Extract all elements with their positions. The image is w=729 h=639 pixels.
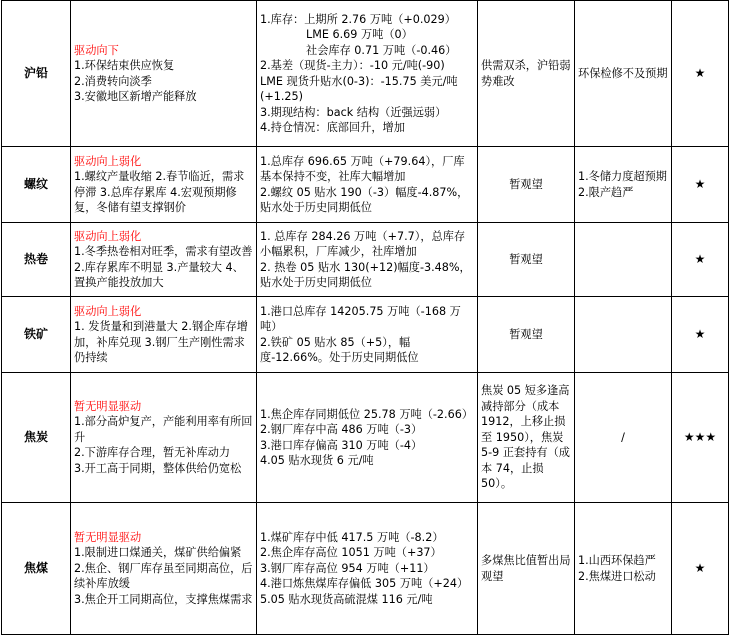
driver-line: 3.焦企开工同期高位，支撑焦煤需求 (74, 592, 253, 606)
commodity-name: 螺纹 (2, 147, 71, 223)
rating-stars: ★ (672, 297, 729, 373)
data-line: 4.05 贴水现货 6 元/吨 (260, 454, 374, 467)
driver-line: 1.螺纹产量收缩 2.春节临近，需求停滞 3.总库存累库 4.宏观预期修复，冬储有望支撑钢价 (74, 170, 245, 214)
data-line: 5.05 贴水现货高硫混煤 116 元/吨 (260, 592, 433, 606)
table-row (2, 373, 729, 503)
driver-line: 2.下游库存合理，暂无补库动力 (74, 446, 231, 460)
rating-stars: ★ (672, 503, 729, 635)
risk-cell: 环保检修不及预期 (575, 1, 672, 147)
risk-line: 2.焦煤进口松动 (578, 569, 656, 583)
risk-cell (575, 223, 672, 297)
driver-line: 1.冬季热卷相对旺季，需求有望改善 2.库存累库不明显 3.产量较大 4、置换产能投放加大 (74, 245, 253, 289)
data-line: 2.铁矿 05 贴水 85（+5），幅度-12.66%。处于历史同期低位 (260, 335, 419, 364)
data-line: 1.库存：上期所 2.76 万吨（+0.029） (260, 12, 456, 26)
data-line: 4.港口炼焦煤库存偏低 305 万吨（+24） (260, 577, 469, 591)
data-line: 2.螺纹 05 贴水 190（-3）幅度-4.87%，贴水处于历史同期低位 (260, 185, 469, 214)
driver-line: 2.消费转向淡季 (74, 74, 152, 88)
view-cell: 暂观望 (478, 147, 575, 223)
table-row (2, 147, 729, 223)
driver-cell (71, 373, 257, 503)
table-row (2, 223, 729, 297)
data-line: 1.煤矿库存中低 417.5 万吨（-8.2） (260, 530, 444, 544)
driver-cell (71, 503, 257, 635)
commodity-name: 沪铅 (2, 1, 71, 147)
data-line: 2.基差（现货-主力）：-10 元/吨(-90) (260, 59, 445, 72)
driver-title: 驱动向上弱化 (74, 154, 142, 168)
data-line: LME 现货升贴水(0-3)：-15.75 美元/吨(+1.25) (260, 74, 458, 103)
driver-title: 驱动向下 (74, 43, 119, 57)
risk-cell: / (575, 373, 672, 503)
data-line: 1. 总库存 284.26 万吨（+7.7），总库存小幅累积，厂库减少，社库增加 (260, 229, 466, 258)
driver-line: 1.部分高炉复产，产能利用率有所回升 (74, 415, 253, 444)
risk-line: 1.山西环保趋严 (578, 554, 656, 567)
data-line: LME 6.69 万吨（0） (306, 28, 413, 41)
data-cell (257, 147, 478, 223)
driver-title: 驱动向上弱化 (74, 304, 142, 318)
driver-line: 1.环保结束供应恢复 (74, 59, 175, 72)
rating-stars: ★ (672, 223, 729, 297)
risk-cell (575, 297, 672, 373)
driver-line: 3.安徽地区新增产能释放 (74, 90, 197, 103)
data-cell (257, 223, 478, 297)
risk-cell (575, 147, 672, 223)
commodity-name: 铁矿 (2, 297, 71, 373)
table-row (2, 297, 729, 373)
data-line: 3.期现结构：back 结构（近强远弱） (260, 105, 447, 119)
driver-line: 1. 发货量和到港量大 2.钢企库存增加，补库兑现 3.钢厂生产刚性需求仍持续 (74, 320, 248, 364)
rating-stars: ★ (672, 1, 729, 147)
risk-line: 2.限产趋严 (578, 185, 634, 199)
driver-cell (71, 223, 257, 297)
data-line: 1.总库存 696.65 万吨（+79.64），厂库基本保持不变，社库大幅增加 (260, 154, 465, 183)
driver-line: 3.开工高于同期，整体供给仍宽松 (74, 461, 242, 475)
commodity-table (1, 0, 729, 635)
risk-cell (575, 503, 672, 635)
view-cell: 供需双杀，沪铅弱势难改 (478, 1, 575, 147)
data-cell (257, 503, 478, 635)
driver-line: 1.限制进口煤通关，煤矿供给偏紧 (74, 546, 242, 560)
commodity-name: 热卷 (2, 223, 71, 297)
data-line: 4.持仓情况：底部回升，增加 (260, 121, 405, 134)
rating-stars: ★★★ (672, 373, 729, 503)
driver-cell (71, 147, 257, 223)
data-line: 2.焦企库存高位 1051 万吨（+37） (260, 546, 442, 560)
data-line: 2.钢厂库存中高 486 万吨（-3） (260, 423, 423, 436)
driver-line: 2.焦企、钢厂库存虽至同期高位，后续补库放缓 (74, 561, 253, 591)
data-cell (257, 373, 478, 503)
data-line: 3.港口库存偏高 310 万吨（-4） (260, 438, 423, 452)
data-line: 1.港口总库存 14205.75 万吨（-168 万吨） (260, 304, 461, 333)
view-cell: 焦炭 05 短多逢高减持部分（成本 1912，上移止损至 1950），焦炭 5-9 正套持有（成本 74，止损 50）。 (478, 373, 575, 503)
table-row (2, 503, 729, 635)
view-cell: 暂观望 (478, 223, 575, 297)
rating-stars: ★ (672, 147, 729, 223)
driver-cell (71, 1, 257, 147)
data-line: 2. 热卷 05 贴水 130(+12)幅度-3.48%，贴水处于历史同期低位 (260, 260, 471, 289)
driver-cell (71, 297, 257, 373)
risk-line: 1.冬储力度超预期 (578, 170, 667, 183)
commodity-name: 焦炭 (2, 373, 71, 503)
driver-title: 暂无明显驱动 (74, 530, 142, 544)
view-cell: 暂观望 (478, 297, 575, 373)
driver-title: 暂无明显驱动 (74, 399, 142, 413)
driver-title: 驱动向上弱化 (74, 229, 142, 243)
data-line: 3.钢厂库存高位 954 万吨（+11） (260, 561, 435, 575)
data-cell (257, 297, 478, 373)
view-cell: 多煤焦比值暂出局观望 (478, 503, 575, 635)
commodity-name: 焦煤 (2, 503, 71, 635)
table-row (2, 1, 729, 147)
data-line: 社会库存 0.71 万吨（-0.46） (306, 43, 457, 57)
data-cell (257, 1, 478, 147)
data-line: 1.焦企库存同期低位 25.78 万吨（-2.66） (260, 407, 474, 421)
